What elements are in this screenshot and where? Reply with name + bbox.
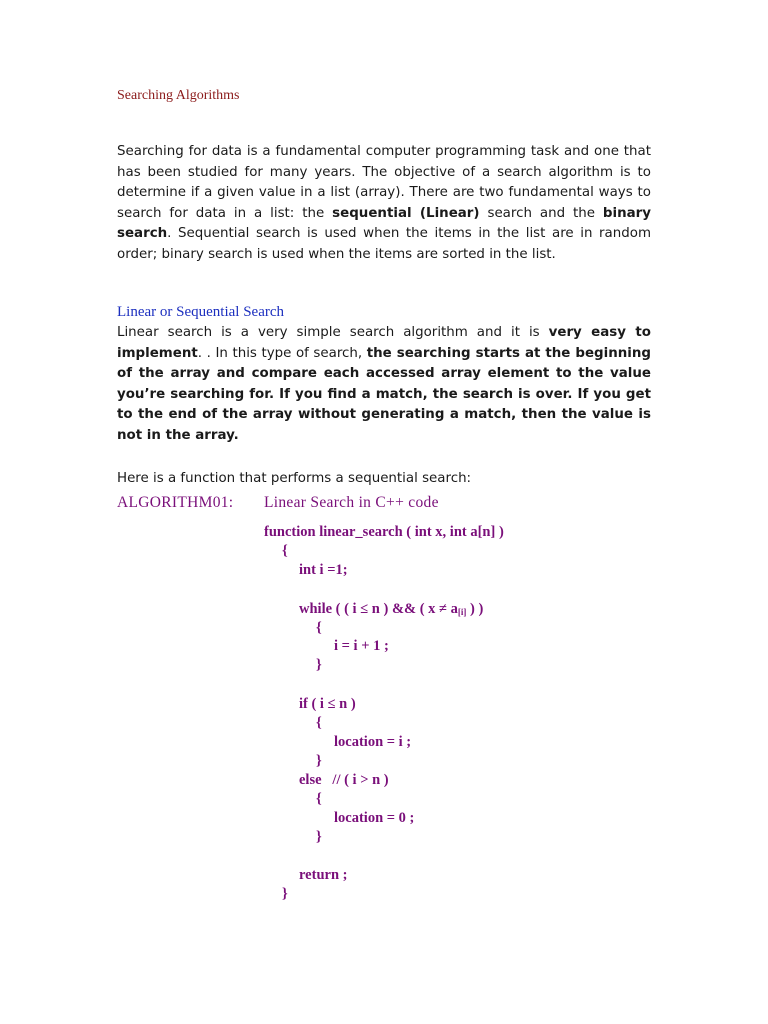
paragraph-text: . Sequential search is used when the items in the list are in random order; binary search is used when the items are sorted in the list. [117, 226, 651, 262]
code-line: } [316, 657, 322, 673]
paragraph-bold-text: the searching starts at the beginning of the array and compare each accessed array element to the value you’re searching for. If you find a match, the search is over. If you get to the end of the array without generating a match, then the value is not in the array. [117, 345, 651, 443]
page-title: Searching Algorithms [117, 88, 240, 103]
code-line: { [316, 620, 322, 636]
code-line: location = i ; [334, 734, 412, 750]
section-heading: Linear or Sequential Search [117, 304, 285, 320]
code-text: while ( ( i ≤ n ) && ( x ≠ a [299, 601, 458, 617]
paragraph-text: Searching for data is a fundamental computer programming task and one that has been studied for many years. The objective of a search algorithm is to determine if a given value in a list (array). There are two fundamental ways to search for data in a list: the [117, 144, 651, 221]
code-line: } [316, 829, 322, 845]
code-line: if ( i ≤ n ) [299, 696, 356, 712]
code-intro: Here is a function that performs a sequential search: [117, 471, 472, 486]
code-line: { [282, 543, 288, 559]
algorithm-name: ALGORITHM01: [117, 494, 234, 511]
code-line: { [316, 791, 322, 807]
code-line: } [282, 886, 288, 902]
code-text: ) ) [466, 601, 484, 617]
code-subscript: [i] [457, 607, 467, 617]
code-line: return ; [299, 867, 348, 883]
paragraph-bold-text: very easy to implement [117, 325, 651, 361]
code-line: int i =1; [299, 562, 348, 578]
code-line: else // ( i > n ) [299, 772, 389, 788]
code-line: { [316, 715, 322, 731]
code-line: } [316, 753, 322, 769]
paragraph-text: . . In this type of search, [197, 345, 367, 361]
code-line: function linear_search ( int x, int a[n] ) [264, 524, 504, 540]
paragraph-bold-text: sequential (Linear) [332, 205, 480, 221]
algorithm-title: Linear Search in C++ code [264, 494, 439, 511]
code-line [299, 601, 483, 618]
paragraph-text: search and the [479, 205, 603, 221]
paragraph-text: Linear search is a very simple search algorithm and it is [117, 325, 549, 340]
code-line: i = i + 1 ; [334, 638, 389, 654]
code-line: location = 0 ; [334, 810, 415, 826]
paragraph-bold-text: binary search [117, 205, 651, 242]
